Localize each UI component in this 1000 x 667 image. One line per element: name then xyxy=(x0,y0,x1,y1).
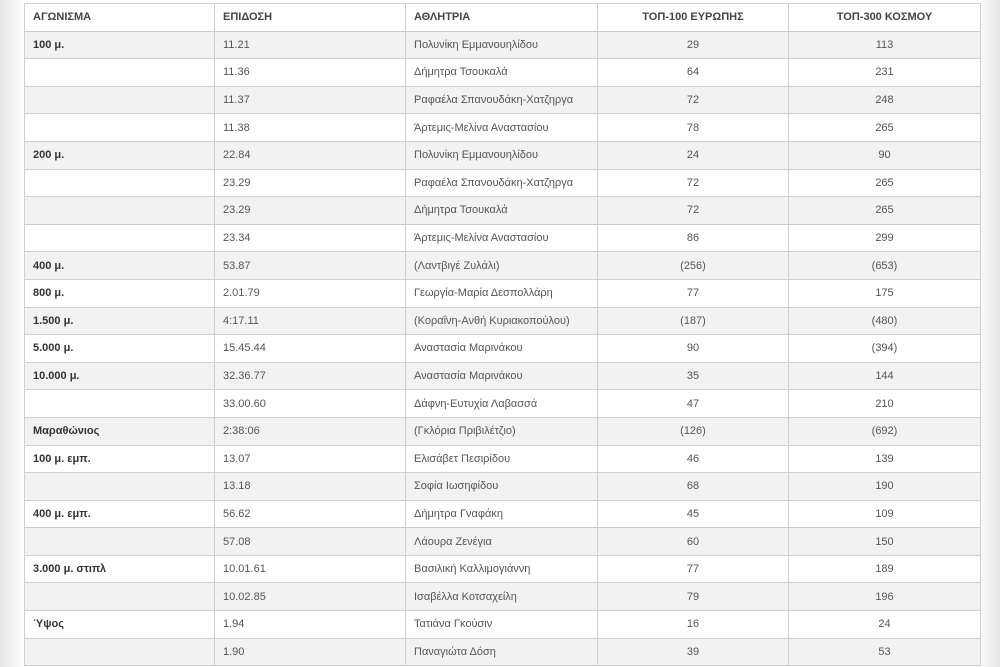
table-row xyxy=(25,141,981,169)
table-row xyxy=(25,362,981,390)
world-rank-cell: 265 xyxy=(789,169,981,197)
athlete-cell: Αναστασία Μαρινάκου xyxy=(406,362,598,390)
europe-rank-cell: 79 xyxy=(598,583,789,611)
athlete-cell: (Γκλόρια Πριβιλέτζιο) xyxy=(406,417,598,445)
table-row xyxy=(25,417,981,445)
event-cell: Μαραθώνιος xyxy=(25,417,215,445)
world-rank-cell: 109 xyxy=(789,500,981,528)
event-cell xyxy=(25,528,215,556)
table-row xyxy=(25,500,981,528)
athlete-cell: (Λαντβιγέ Ζυλάλι) xyxy=(406,252,598,280)
event-cell xyxy=(25,224,215,252)
europe-rank-cell: 24 xyxy=(598,141,789,169)
athlete-cell: Δάφνη-Ευτυχία Λαβασσά xyxy=(406,390,598,418)
table-row xyxy=(25,390,981,418)
europe-rank-cell: 46 xyxy=(598,445,789,473)
table-row xyxy=(25,224,981,252)
athlete-cell: Βασιλική Καλλιμογιάννη xyxy=(406,555,598,583)
table-row xyxy=(25,555,981,583)
performance-cell: 56.62 xyxy=(215,500,406,528)
performance-cell: 10.02.85 xyxy=(215,583,406,611)
event-cell xyxy=(25,59,215,87)
athlete-cell: Λάουρα Ζενέγια xyxy=(406,528,598,556)
performance-cell: 13.07 xyxy=(215,445,406,473)
performance-cell: 2.01.79 xyxy=(215,279,406,307)
performance-cell: 23.29 xyxy=(215,169,406,197)
event-cell: 3.000 μ. στιπλ xyxy=(25,555,215,583)
event-cell: 400 μ. xyxy=(25,252,215,280)
table-row xyxy=(25,445,981,473)
performance-cell: 32.36.77 xyxy=(215,362,406,390)
world-rank-cell: 265 xyxy=(789,114,981,142)
world-rank-cell: 144 xyxy=(789,362,981,390)
performance-cell: 1.90 xyxy=(215,638,406,666)
event-cell: 5.000 μ. xyxy=(25,335,215,363)
performance-cell: 1.94 xyxy=(215,611,406,639)
table-header-row xyxy=(25,4,981,32)
performance-cell: 33.00.60 xyxy=(215,390,406,418)
athlete-cell: Γεωργία-Μαρία Δεσπολλάρη xyxy=(406,279,598,307)
world-rank-cell: 196 xyxy=(789,583,981,611)
performance-cell: 2:38:06 xyxy=(215,417,406,445)
table-row xyxy=(25,638,981,666)
header-top100-europe: ΤΟΠ-100 ΕΥΡΩΠΗΣ xyxy=(598,4,789,32)
event-cell: 1.500 μ. xyxy=(25,307,215,335)
event-cell xyxy=(25,638,215,666)
table-row xyxy=(25,335,981,363)
athlete-cell: Ραφαέλα Σπανουδάκη-Χατζηργα xyxy=(406,86,598,114)
performance-cell: 23.29 xyxy=(215,197,406,225)
europe-rank-cell: 77 xyxy=(598,555,789,583)
event-cell xyxy=(25,390,215,418)
europe-rank-cell: 72 xyxy=(598,197,789,225)
europe-rank-cell: 16 xyxy=(598,611,789,639)
event-cell: 400 μ. εμπ. xyxy=(25,500,215,528)
athlete-cell: Ραφαέλα Σπανουδάκη-Χατζηργα xyxy=(406,169,598,197)
performance-cell: 22.84 xyxy=(215,141,406,169)
event-cell: Ύψος xyxy=(25,611,215,639)
table-row xyxy=(25,197,981,225)
performance-cell: 13.18 xyxy=(215,473,406,501)
table-row xyxy=(25,307,981,335)
athlete-cell: Πολυνίκη Εμμανουηλίδου xyxy=(406,141,598,169)
world-rank-cell: (480) xyxy=(789,307,981,335)
world-rank-cell: 190 xyxy=(789,473,981,501)
performance-cell: 11.37 xyxy=(215,86,406,114)
world-rank-cell: 248 xyxy=(789,86,981,114)
event-cell xyxy=(25,583,215,611)
table-row xyxy=(25,114,981,142)
performance-cell: 53.87 xyxy=(215,252,406,280)
event-cell xyxy=(25,197,215,225)
athlete-cell: Δήμητρα Τσουκαλά xyxy=(406,197,598,225)
world-rank-cell: 265 xyxy=(789,197,981,225)
header-top300-world: ΤΟΠ-300 ΚΟΣΜΟΥ xyxy=(789,4,981,32)
athlete-cell: Άρτεμις-Μελίνα Αναστασίου xyxy=(406,224,598,252)
event-cell xyxy=(25,86,215,114)
europe-rank-cell: 68 xyxy=(598,473,789,501)
world-rank-cell: 231 xyxy=(789,59,981,87)
world-rank-cell: (653) xyxy=(789,252,981,280)
europe-rank-cell: 29 xyxy=(598,31,789,59)
athlete-cell: (Κοραΐνη-Ανθή Κυριακοπούλου) xyxy=(406,307,598,335)
table-row xyxy=(25,252,981,280)
world-rank-cell: 53 xyxy=(789,638,981,666)
europe-rank-cell: 45 xyxy=(598,500,789,528)
table-row xyxy=(25,169,981,197)
europe-rank-cell: 47 xyxy=(598,390,789,418)
europe-rank-cell: (187) xyxy=(598,307,789,335)
athlete-cell: Δήμητρα Γναφάκη xyxy=(406,500,598,528)
results-table xyxy=(24,3,981,666)
world-rank-cell: 150 xyxy=(789,528,981,556)
performance-cell: 10.01.61 xyxy=(215,555,406,583)
europe-rank-cell: 72 xyxy=(598,169,789,197)
athlete-cell: Αναστασία Μαρινάκου xyxy=(406,335,598,363)
table-row xyxy=(25,583,981,611)
header-event: ΑΓΩΝΙΣΜΑ xyxy=(25,4,215,32)
event-cell xyxy=(25,169,215,197)
athlete-cell: Ισαβέλλα Κοτσαχείλη xyxy=(406,583,598,611)
europe-rank-cell: 77 xyxy=(598,279,789,307)
performance-cell: 11.36 xyxy=(215,59,406,87)
table-row xyxy=(25,279,981,307)
europe-rank-cell: 90 xyxy=(598,335,789,363)
athlete-cell: Δήμητρα Τσουκαλά xyxy=(406,59,598,87)
table-row xyxy=(25,86,981,114)
athlete-cell: Τατιάνα Γκούσιν xyxy=(406,611,598,639)
performance-cell: 57.08 xyxy=(215,528,406,556)
athlete-cell: Ελισάβετ Πεσιρίδου xyxy=(406,445,598,473)
table-row xyxy=(25,528,981,556)
world-rank-cell: 90 xyxy=(789,141,981,169)
performance-cell: 11.38 xyxy=(215,114,406,142)
athlete-cell: Πολυνίκη Εμμανουηλίδου xyxy=(406,31,598,59)
world-rank-cell: 139 xyxy=(789,445,981,473)
performance-cell: 11.21 xyxy=(215,31,406,59)
world-rank-cell: (394) xyxy=(789,335,981,363)
header-athlete: ΑΘΛΗΤΡΙΑ xyxy=(406,4,598,32)
table-body xyxy=(25,31,981,666)
athlete-cell: Παναγιώτα Δόση xyxy=(406,638,598,666)
event-cell: 200 μ. xyxy=(25,141,215,169)
europe-rank-cell: 64 xyxy=(598,59,789,87)
event-cell: 10.000 μ. xyxy=(25,362,215,390)
world-rank-cell: 189 xyxy=(789,555,981,583)
athlete-cell: Σοφία Ιωσηφίδου xyxy=(406,473,598,501)
world-rank-cell: 113 xyxy=(789,31,981,59)
europe-rank-cell: (256) xyxy=(598,252,789,280)
europe-rank-cell: 86 xyxy=(598,224,789,252)
world-rank-cell: 24 xyxy=(789,611,981,639)
event-cell: 800 μ. xyxy=(25,279,215,307)
athlete-cell: Άρτεμις-Μελίνα Αναστασίου xyxy=(406,114,598,142)
table-row xyxy=(25,611,981,639)
table-row xyxy=(25,59,981,87)
world-rank-cell: 175 xyxy=(789,279,981,307)
performance-cell: 4:17.11 xyxy=(215,307,406,335)
performance-cell: 23.34 xyxy=(215,224,406,252)
europe-rank-cell: 35 xyxy=(598,362,789,390)
table-row xyxy=(25,473,981,501)
europe-rank-cell: 72 xyxy=(598,86,789,114)
europe-rank-cell: 39 xyxy=(598,638,789,666)
header-performance: ΕΠΙΔΟΣΗ xyxy=(215,4,406,32)
world-rank-cell: (692) xyxy=(789,417,981,445)
world-rank-cell: 210 xyxy=(789,390,981,418)
performance-cell: 15.45.44 xyxy=(215,335,406,363)
europe-rank-cell: (126) xyxy=(598,417,789,445)
table-row xyxy=(25,31,981,59)
world-rank-cell: 299 xyxy=(789,224,981,252)
europe-rank-cell: 78 xyxy=(598,114,789,142)
event-cell: 100 μ. xyxy=(25,31,215,59)
event-cell xyxy=(25,114,215,142)
europe-rank-cell: 60 xyxy=(598,528,789,556)
event-cell xyxy=(25,473,215,501)
event-cell: 100 μ. εμπ. xyxy=(25,445,215,473)
